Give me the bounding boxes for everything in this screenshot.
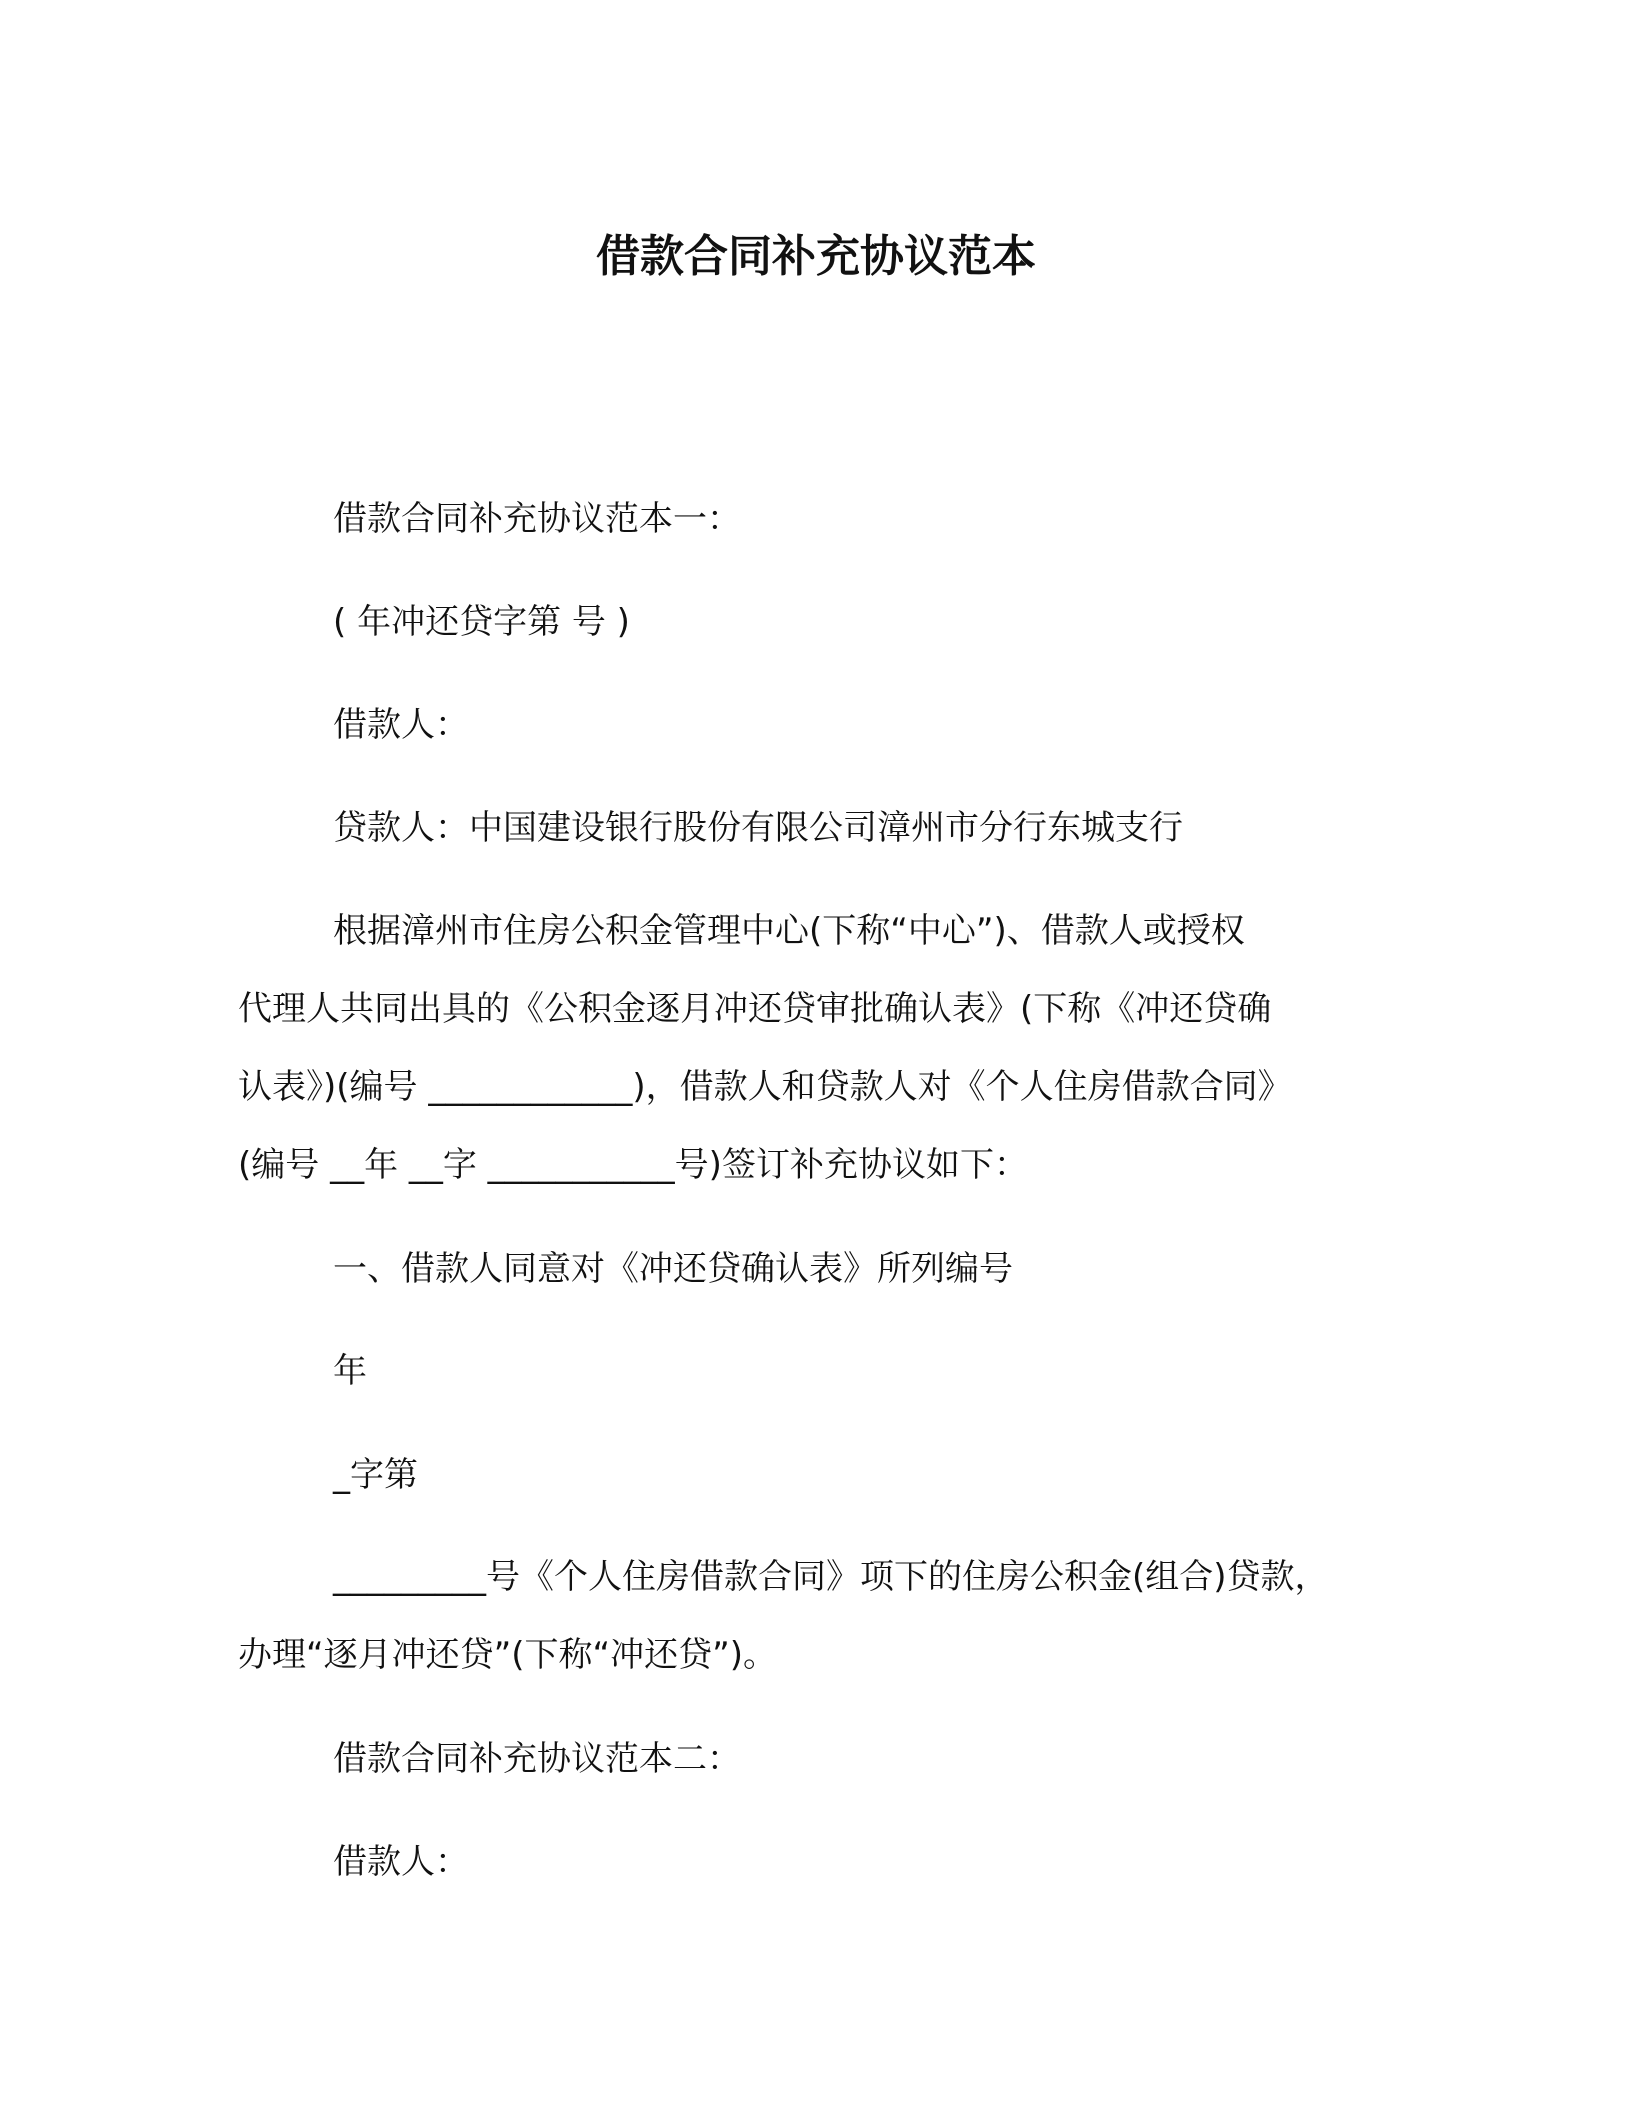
loan-line-2: 办理“逐月冲还贷”(下称“冲还贷”)。 xyxy=(238,1635,777,1675)
borrower2-label: 借款人： xyxy=(333,1842,469,1882)
basis-line-4: (编号 __年 __字 ___________号)签订补充协议如下： xyxy=(238,1145,1028,1185)
borrower-label: 借款人： xyxy=(333,705,469,745)
document-title: 借款合同补充协议范本 xyxy=(596,231,1036,282)
contract-number: ( 年冲还贷字第 号 ) xyxy=(333,602,630,642)
clause-1-word: _字第 xyxy=(333,1455,418,1495)
basis-paragraph xyxy=(238,892,1398,1204)
clause-1-year: 年 xyxy=(333,1351,367,1391)
basis-line-2: 代理人共同出具的《公积金逐月冲还贷审批确认表》(下称《冲还贷确 xyxy=(238,989,1272,1029)
lender-line: 贷款人：中国建设银行股份有限公司漳州市分行东城支行 xyxy=(333,808,1183,848)
basis-line-3: 认表》)(编号 ____________)，借款人和贷款人对《个人住房借款合同》 xyxy=(238,1067,1292,1107)
clause-1: 一、借款人同意对《冲还贷确认表》所列编号 xyxy=(333,1249,1013,1289)
section2-heading: 借款合同补充协议范本二： xyxy=(333,1739,741,1779)
basis-line-1: 根据漳州市住房公积金管理中心(下称“中心”)、借款人或授权 xyxy=(333,911,1245,951)
section1-heading: 借款合同补充协议范本一： xyxy=(333,499,741,539)
loan-paragraph xyxy=(238,1538,1398,1694)
loan-line-1: _________号《个人住房借款合同》项下的住房公积金(组合)贷款， xyxy=(333,1557,1329,1597)
